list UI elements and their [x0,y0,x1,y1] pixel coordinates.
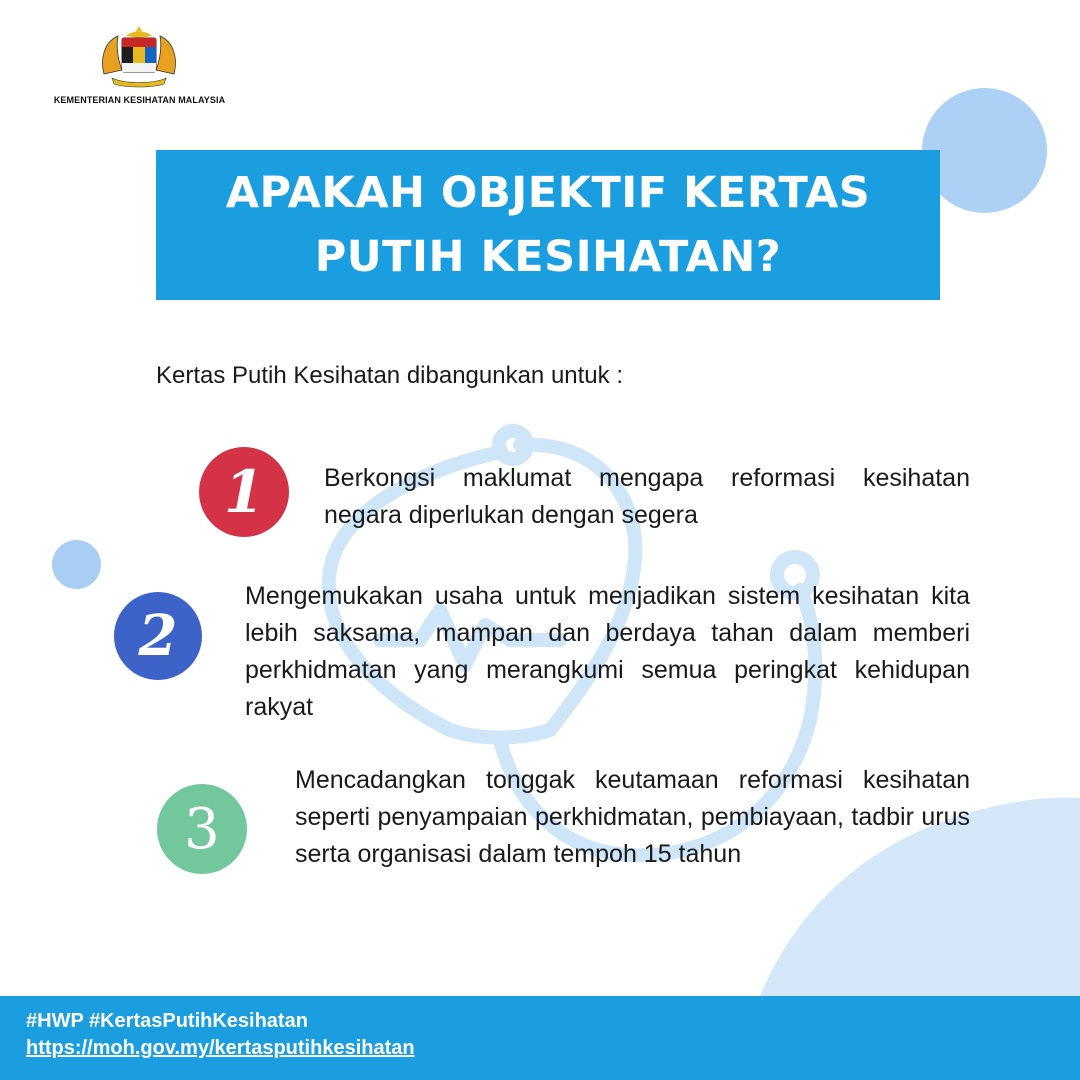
number-badge-3: 3 [157,784,247,874]
ministry-name: KEMENTERIAN KESIHATAN MALAYSIA [53,95,226,105]
title-line-1: APAKAH OBJEKTIF KERTAS [225,168,871,218]
website-link[interactable]: https://moh.gov.my/kertasputihkesihatan [26,1037,415,1059]
number-badge-2: 2 [114,592,202,680]
objective-item-1: Berkongsi maklumat mengapa reformasi kesihatan negara diperlukan dengan segera [324,464,970,529]
decorative-circle-top-right [922,88,1047,213]
ministry-logo [52,24,227,110]
title-line-2: PUTIH KESIHATAN? [314,232,782,282]
footer-bar [0,996,1080,1080]
decorative-circle-left [52,540,101,589]
page-title [226,161,871,289]
hashtags: #HWP #KertasPutihKesihatan [26,1010,308,1032]
intro-text: Kertas Putih Kesihatan dibangunkan untuk : [156,362,623,389]
malaysia-coat-of-arms-icon [94,24,184,90]
objective-item-3: Mencadangkan tonggak keutamaan reformasi kesihatan seperti penyampaian perkhidmatan, pembiayaan, tadbir urus serta organisasi dalam tempoh 15 tahun [295,766,970,868]
title-banner [156,150,940,300]
number-badge-1: 1 [199,447,289,537]
objective-item-2: Mengemukakan usaha untuk menjadikan sistem kesihatan kita lebih saksama, mampan dan berdaya tahan dalam memberi perkhidmatan yang merangkumi semua peringkat kehidupan rakyat [245,582,970,721]
